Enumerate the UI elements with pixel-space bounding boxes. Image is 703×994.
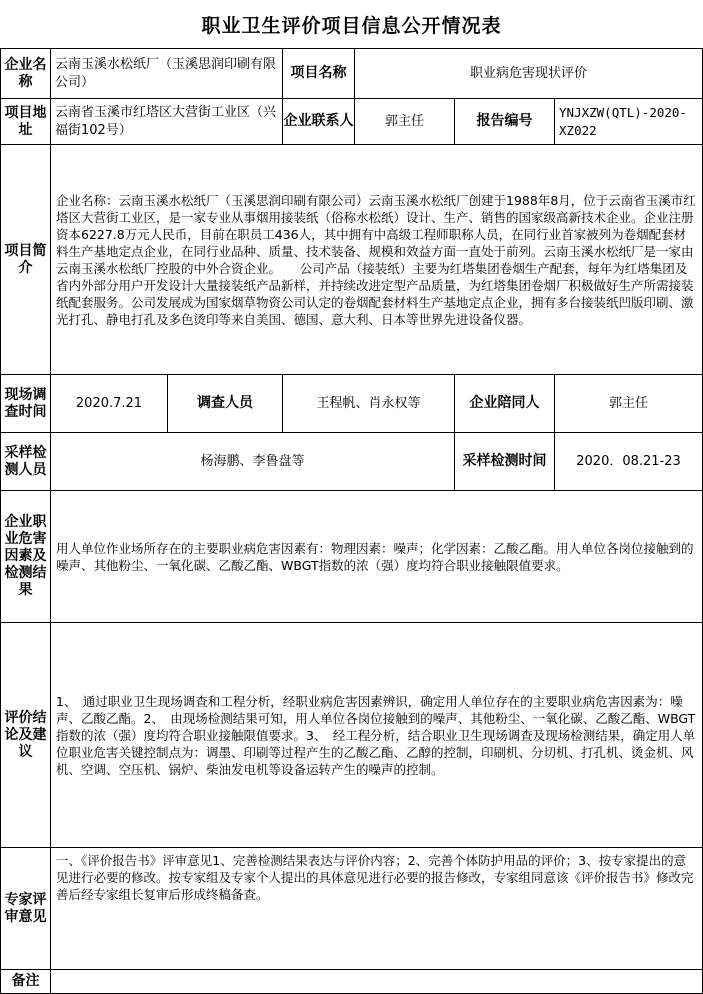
label-remarks: 备注 <box>1 970 51 994</box>
row-conclusion <box>1 623 703 848</box>
row-enterprise <box>1 49 703 99</box>
value-sampling-staff: 杨海鹏、李鲁盘等 <box>51 433 455 491</box>
row-expert <box>1 848 703 970</box>
value-project-name: 职业病危害现状评价 <box>355 49 703 99</box>
value-enterprise-contact: 郭主任 <box>355 99 455 145</box>
label-project-address: 项目地址 <box>1 99 51 145</box>
label-expert-opinion: 专家评审意见 <box>1 848 51 970</box>
label-project-intro: 项目简介 <box>1 145 51 375</box>
label-report-no: 报告编号 <box>455 99 555 145</box>
value-project-address: 云南省玉溪市红塔区大营街工业区（兴福街102号） <box>51 99 283 145</box>
value-project-intro: 企业名称：云南玉溪水松纸厂（玉溪思润印刷有限公司）云南玉溪水松纸厂创建于1988年8月，位于云南省玉溪市红塔区大营街工业区，是一家专业从事烟用接装纸（俗称水松纸）设计、生产、销售的国家级高新技术企业。企业注册资本6227.8万元人民币，目前在职员工436人，其中拥有中高级工程师职称人员，在同行业首家被列为卷烟配套材料生产基地定点企业，在同行业品种、质量、技术装备、规模和效益方面一直处于前列。云南玉溪水松纸厂是一家由云南玉溪水松纸厂控股的中外合资企业。 公司产品（接装纸）主要为红塔集团卷烟生产配套，每年为红塔集团及省内外部分用户开发设计大量接装纸产品新样，并持续改进定型产品质量，为红塔集团卷烟厂积极做好生产所需接装纸配套服务。公司发展成为国家烟草物资公司认定的卷烟配套材料生产基地定点企业，拥有多台接装纸凹版印刷、激光打孔、静电打孔及多色烫印等来自美国、德国、意大利、日本等世界先进设备仪器。 <box>51 145 703 375</box>
label-hazard-results: 企业职业危害因素及检测结果 <box>1 491 51 623</box>
value-conclusion: 1、 通过职业卫生现场调查和工程分析，经职业病危害因素辨识，确定用人单位存在的主要职业病危害因素为：噪声、乙酸乙酯。2、 由现场检测结果可知，用人单位各岗位接触到的噪声、其他粉尘、一氧化碳、乙酸乙酯、WBGT指数的浓（强）度均符合职业接触限值要求。3、 经工程分析，结合职业卫生现场调查及现场检测结果，确定用人单位职业危害关键控制点为：调墨、印刷等过程产生的乙酸乙酯、乙醇的控制，印刷机、分切机、打孔机、烫金机、风机、空调、空压机、锅炉、柴油发电机等设备运转产生的噪声的控制。 <box>51 623 703 848</box>
label-enterprise-name: 企业名称 <box>1 49 51 99</box>
label-site-survey-time: 现场调查时间 <box>1 375 51 433</box>
row-intro <box>1 145 703 375</box>
label-project-name: 项目名称 <box>283 49 355 99</box>
row-survey <box>1 375 703 433</box>
value-enterprise-escort: 郭主任 <box>555 375 703 433</box>
label-enterprise-escort: 企业陪同人 <box>455 375 555 433</box>
label-sampling-time: 采样检测时间 <box>455 433 555 491</box>
value-expert-opinion: 一、《评价报告书》评审意见1、完善检测结果表达与评价内容；2、完善个体防护用品的评价；3、按专家提出的意见进行必要的修改。按专家组及专家个人提出的具体意见进行必要的报告修改，专家组同意该《评价报告书》修改完善后经专家组长复审后形成终稿备查。 <box>51 848 703 970</box>
label-surveyors: 调查人员 <box>168 375 283 433</box>
page-title: 职业卫生评价项目信息公开情况表 <box>201 14 502 37</box>
label-sampling-staff: 采样检测人员 <box>1 433 51 491</box>
row-sampling <box>1 433 703 491</box>
value-surveyors: 王程帆、肖永权等 <box>283 375 455 433</box>
value-report-no: YNJXZW(QTL)-2020-XZ022 <box>555 99 703 145</box>
label-enterprise-contact: 企业联系人 <box>283 99 355 145</box>
info-table <box>0 48 703 994</box>
label-conclusion: 评价结论及建议 <box>1 623 51 848</box>
row-remarks <box>1 970 703 994</box>
row-hazard <box>1 491 703 623</box>
row-address <box>1 99 703 145</box>
value-sampling-time: 2020．08.21-23 <box>555 433 703 491</box>
value-site-survey-time: 2020.7.21 <box>51 375 168 433</box>
value-hazard-results: 用人单位作业场所存在的主要职业病危害因素有：物理因素：噪声；化学因素：乙酸乙酯。用人单位各岗位接触到的噪声、其他粉尘、一氧化碳、乙酸乙酯、WBGT指数的浓（强）度均符合职业接触限值要求。 <box>51 491 703 623</box>
value-enterprise-name: 云南玉溪水松纸厂（玉溪思润印刷有限公司） <box>51 49 283 99</box>
value-remarks <box>51 970 703 994</box>
